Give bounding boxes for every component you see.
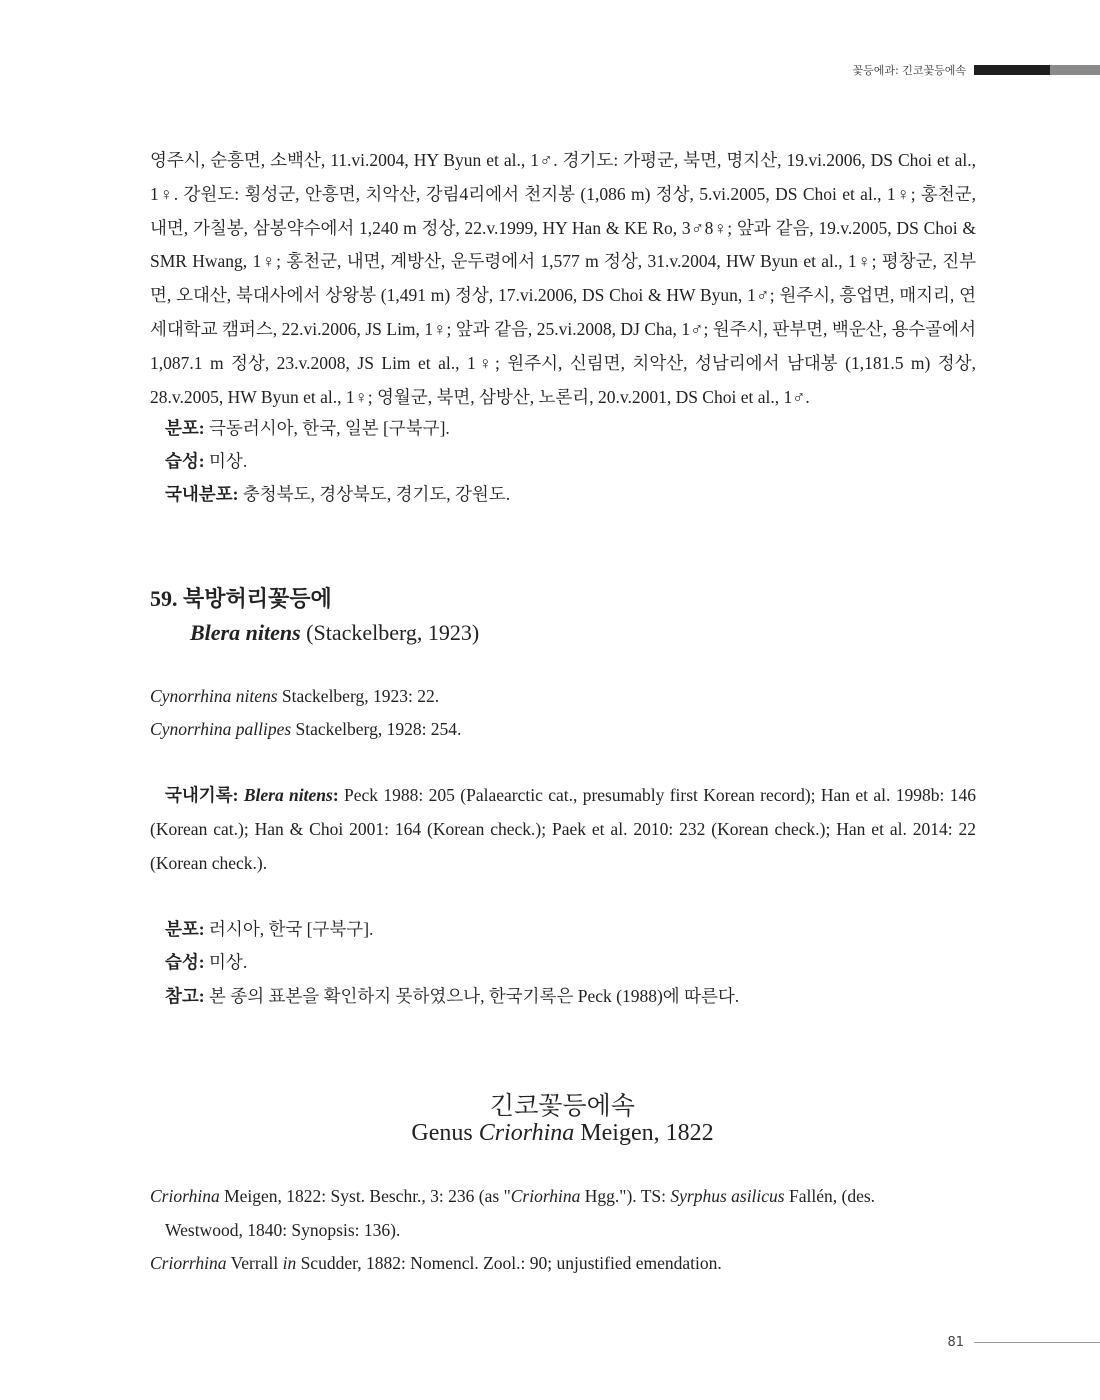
running-header-title: 꽃등에과: 긴코꽃등에속 bbox=[852, 64, 966, 77]
genus-heading bbox=[0, 1120, 1100, 1147]
synonym-1 bbox=[150, 680, 439, 713]
running-header bbox=[853, 62, 1100, 78]
genus-synonym-2 bbox=[150, 1247, 722, 1280]
distribution-label: 분포: bbox=[165, 418, 205, 438]
page-footer bbox=[947, 1335, 1100, 1350]
species-note-value: 본 종의 표본을 확인하지 못하였으나, 한국기록은 Peck (1988)에 따른다. bbox=[209, 986, 740, 1006]
footer-rule bbox=[974, 1342, 1100, 1343]
page-number: 81 bbox=[947, 1335, 964, 1350]
genus-syn2-name: Criorrhina bbox=[150, 1253, 227, 1273]
synonym-2-ref: Stackelberg, 1928: 254. bbox=[295, 719, 462, 739]
species-habit-label: 습성: bbox=[165, 952, 205, 972]
species-heading: 59. 북방허리꽃등에 bbox=[150, 586, 332, 611]
species-author: (Stackelberg, 1923) bbox=[306, 620, 480, 645]
habit-value: 미상. bbox=[209, 451, 248, 471]
species-scientific-name bbox=[190, 620, 479, 646]
species-distribution-line bbox=[165, 913, 373, 946]
species-note-label: 참고: bbox=[165, 986, 205, 1006]
genus-syn1-inner-name: Criorhina bbox=[510, 1186, 581, 1206]
specimen-records: 영주시, 순흥면, 소백산, 11.vi.2004, HY Byun et al., 1♂. 경기도: 가평군, 북면, 명지산, 19.vi.2006, DS Choi et al., 1♀. 강원도: 횡성군, 안흥면, 치악산, 강림4리에서 천지봉 (1,086 m) 정상, 5.vi.2005, DS Choi et al., 1♀; 홍천군, 내면, 가칠봉, 삼봉약수에서 1,240 m 정상, 22.v.1999, HY Han & KE Ro, 3♂8♀; 앞과 같음, 19.v.2005, DS Choi & SMR Hwang, 1♀; 홍천군, 내면, 계방산, 운두령에서 1,577 m 정상, 31.v.2004, HW Byun et al., 1♀; 평창군, 진부면, 오대산, 북대사에서 상왕봉 (1,491 m) 정상, 17.vi.2006, DS Choi & HW Byun, 1♂; 원주시, 흥업면, 매지리, 연세대학교 캠퍼스, 22.vi.2006, JS Lim, 1♀; 앞과 같음, 25.vi.2008, DJ Cha, 1♂; 원주시, 판부면, 백운산, 용수골에서 1,087.1 m 정상, 23.v.2008, JS Lim et al., 1♀; 원주시, 신림면, 치악산, 성남리에서 남대봉 (1,181.5 m) 정상, 28.v.2005, HW Byun et al., 1♀; 영월군, 북면, 삼방산, 노론리, 20.v.2001, DS Choi et al., 1♂. bbox=[150, 150, 976, 407]
genus-name: Criorhina bbox=[478, 1120, 575, 1146]
genus-korean-name: 긴코꽃등에속 bbox=[490, 1091, 635, 1120]
distribution-line bbox=[165, 412, 450, 445]
species-note-line bbox=[165, 980, 739, 1013]
species-distribution-value: 러시아, 한국 [구북구]. bbox=[209, 919, 374, 939]
korean-records-label: 국내기록: bbox=[165, 785, 239, 805]
korean-records bbox=[150, 779, 976, 880]
korean-records-colon: : bbox=[332, 785, 339, 805]
species-name-italic: Blera nitens bbox=[190, 620, 301, 645]
habit-label: 습성: bbox=[165, 451, 205, 471]
korean-records-name: Blera nitens bbox=[243, 785, 333, 805]
header-bar-gray bbox=[1050, 65, 1100, 75]
genus-synonym-1-cont: Westwood, 1840: Synopsis: 136). bbox=[165, 1220, 401, 1240]
domestic-distribution-value: 충청북도, 경상북도, 경기도, 강원도. bbox=[242, 484, 511, 504]
header-bar-dark bbox=[974, 65, 1050, 75]
species-habit-value: 미상. bbox=[209, 952, 248, 972]
synonym-2 bbox=[150, 713, 461, 746]
genus-synonym-1 bbox=[150, 1180, 875, 1213]
domestic-distribution-label: 국내분포: bbox=[165, 484, 239, 504]
genus-syn2-part1: Verrall bbox=[230, 1253, 279, 1273]
synonym-1-ref: Stackelberg, 1923: 22. bbox=[281, 686, 440, 706]
genus-syn1-part1: Meigen, 1822: Syst. Beschr., 3: 236 (as " bbox=[224, 1186, 511, 1206]
species-distribution-label: 분포: bbox=[165, 919, 205, 939]
genus-syn2-part2: Scudder, 1882: Nomencl. Zool.: 90; unjustified emendation. bbox=[300, 1253, 722, 1273]
synonym-1-name: Cynorrhina nitens bbox=[150, 686, 278, 706]
genus-word: Genus bbox=[411, 1120, 473, 1146]
genus-syn1-part2: Hgg."). TS: bbox=[584, 1186, 666, 1206]
genus-author: Meigen, 1822 bbox=[580, 1120, 714, 1146]
species-habit-line bbox=[165, 946, 247, 979]
genus-syn1-ts-name: Syrphus asilicus bbox=[670, 1186, 785, 1206]
distribution-value: 극동러시아, 한국, 일본 [구북구]. bbox=[209, 418, 450, 438]
genus-syn1-name: Criorhina bbox=[150, 1186, 220, 1206]
korean-records-text: Peck 1988: 205 (Palaearctic cat., presumably first Korean record); Han et al. 1998b: 146 (Korean cat.); Han & Choi 2001: 164 (Korean check.); Paek et al. 2010: 232 (Korean check.); Han et al. 2014: 22 (Korean check.). bbox=[150, 785, 977, 873]
domestic-distribution-line bbox=[165, 478, 510, 511]
habit-line bbox=[165, 445, 247, 478]
genus-syn2-in: in bbox=[282, 1253, 297, 1273]
genus-syn1-part3: Fallén, (des. bbox=[789, 1186, 876, 1206]
synonym-2-name: Cynorrhina pallipes bbox=[150, 719, 292, 739]
